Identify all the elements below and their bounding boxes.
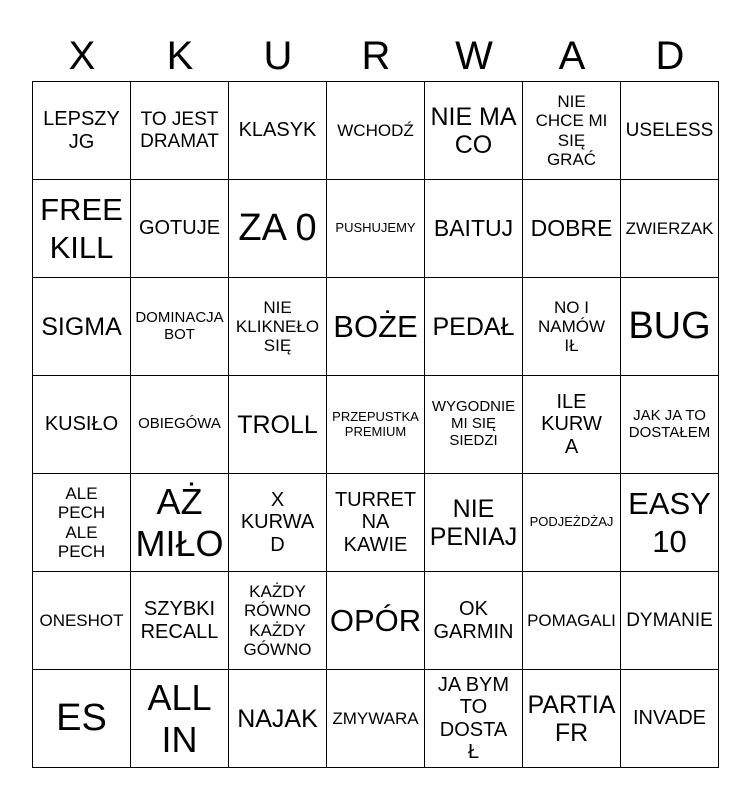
bingo-cell[interactable]	[131, 278, 229, 376]
bingo-cell[interactable]	[425, 180, 523, 278]
cell-text: OBIEGÓWA	[138, 415, 221, 433]
bingo-cell[interactable]	[33, 278, 131, 376]
cell-text: NAJAK	[237, 704, 318, 733]
cell-text: DOMINACJA BOT	[135, 308, 224, 343]
cell-text: ALL IN	[147, 677, 212, 760]
bingo-cell[interactable]	[327, 278, 425, 376]
cell-text: INVADE	[633, 707, 706, 730]
cell-text: BUG	[628, 305, 711, 348]
cell-text: PEDAŁ	[432, 312, 515, 341]
cell-text: ZMYWARA	[332, 708, 419, 728]
bingo-cell[interactable]	[131, 572, 229, 670]
bingo-cell[interactable]	[523, 670, 621, 768]
bingo-cell[interactable]	[131, 474, 229, 572]
cell-text: BOŻE	[333, 308, 418, 344]
cell-text: KLASYK	[238, 119, 317, 142]
cell-text: PARTIA FR	[527, 690, 616, 747]
cell-text: FREE KILL	[40, 192, 123, 265]
cell-text: X KURWA D	[240, 488, 315, 556]
bingo-cell[interactable]	[229, 180, 327, 278]
cell-text: NIE PENIAJ	[429, 494, 518, 551]
cell-text: LEPSZY JG	[43, 108, 120, 153]
bingo-cell[interactable]	[621, 670, 719, 768]
cell-text: TROLL	[237, 410, 318, 439]
bingo-cell[interactable]	[425, 474, 523, 572]
bingo-cell[interactable]	[33, 376, 131, 474]
bingo-cell[interactable]	[33, 82, 131, 180]
bingo-cell[interactable]	[425, 572, 523, 670]
bingo-cell[interactable]	[33, 474, 131, 572]
cell-text: DYMANIE	[626, 609, 713, 631]
bingo-cell[interactable]	[131, 670, 229, 768]
cell-text: KAŻDY RÓWNO KAŻDY GÓWNO	[243, 582, 312, 659]
bingo-cell[interactable]	[523, 180, 621, 278]
bingo-cell[interactable]	[523, 278, 621, 376]
cell-text: TURRET NA KAWIE	[334, 488, 417, 556]
bingo-cell[interactable]	[131, 82, 229, 180]
header-letter-1: X	[68, 34, 96, 78]
bingo-cell[interactable]	[229, 670, 327, 768]
bingo-cell[interactable]	[425, 278, 523, 376]
bingo-cell[interactable]	[523, 474, 621, 572]
cell-text: NIE CHCE MI SIĘ GRAĆ	[535, 92, 608, 169]
header-letter-5: W	[455, 34, 493, 78]
bingo-board	[32, 81, 719, 768]
bingo-cell[interactable]	[327, 82, 425, 180]
bingo-cell[interactable]	[621, 474, 719, 572]
bingo-cell[interactable]	[33, 572, 131, 670]
cell-text: ALE PECH ALE PECH	[57, 484, 106, 561]
bingo-cell[interactable]	[327, 670, 425, 768]
cell-text: OK GARMIN	[433, 598, 514, 643]
cell-text: OPÓR	[329, 602, 422, 638]
cell-text: JA BYM TO DOSTAŁ	[437, 673, 510, 763]
cell-text: KUSIŁO	[44, 413, 119, 436]
cell-text: GOTUJE	[138, 217, 221, 240]
bingo-cell[interactable]	[523, 572, 621, 670]
cell-text: PRZEPUSTKA PREMIUM	[332, 408, 419, 439]
cell-text: ONESHOT	[39, 610, 124, 630]
header-letter-6: A	[558, 34, 586, 78]
cell-text: EASY 10	[628, 486, 711, 559]
cell-text: SZYBKI RECALL	[140, 598, 219, 643]
bingo-header	[33, 30, 719, 82]
cell-text: NIE MA CO	[430, 102, 517, 159]
cell-text: NIE KLIKNEŁO SIĘ	[235, 297, 320, 356]
bingo-cell[interactable]	[327, 572, 425, 670]
bingo-cell[interactable]	[425, 82, 523, 180]
cell-text: WYGODNIE MI SIĘ SIEDZI	[431, 398, 516, 449]
cell-text: JAK JA TO DOSTAŁEM	[628, 406, 711, 441]
cell-text: NO I NAMÓWIŁ	[537, 297, 606, 356]
bingo-cell[interactable]	[327, 180, 425, 278]
cell-text: ILE KURWA	[541, 390, 602, 458]
bingo-cell[interactable]	[523, 376, 621, 474]
bingo-cell[interactable]	[621, 82, 719, 180]
bingo-cell[interactable]	[327, 376, 425, 474]
bingo-cell[interactable]	[621, 376, 719, 474]
bingo-cell[interactable]	[621, 278, 719, 376]
bingo-cell[interactable]	[131, 180, 229, 278]
bingo-cell[interactable]	[621, 180, 719, 278]
header-letter-3: U	[263, 34, 293, 78]
cell-text: USELESS	[625, 119, 714, 141]
cell-text: ES	[56, 697, 107, 740]
cell-text: POMAGALI	[527, 610, 616, 630]
cell-text: BAITUJ	[433, 214, 514, 241]
header-letter-2: K	[166, 34, 194, 78]
header-letter-4: R	[361, 34, 391, 78]
bingo-cell[interactable]	[327, 474, 425, 572]
bingo-cell[interactable]	[621, 572, 719, 670]
cell-text: ZWIERZAK	[625, 218, 714, 238]
bingo-cell[interactable]	[229, 376, 327, 474]
bingo-cell[interactable]	[425, 376, 523, 474]
cell-text: AŻ MIŁO	[135, 481, 224, 564]
cell-text: DOBRE	[530, 214, 613, 241]
cell-text: ZA 0	[238, 207, 317, 250]
cell-text: PODJEŻDŻAJ	[529, 514, 614, 530]
bingo-cell[interactable]	[229, 82, 327, 180]
header-letter-7: D	[655, 34, 685, 78]
cell-text: SIGMA	[41, 312, 122, 341]
cell-text: WCHODŹ	[337, 120, 414, 140]
bingo-cell[interactable]	[425, 670, 523, 768]
bingo-cell[interactable]	[229, 278, 327, 376]
cell-text: TO JEST DRAMAT	[140, 109, 219, 152]
cell-text: PUSHUJEMY	[335, 220, 416, 236]
bingo-cell[interactable]	[523, 82, 621, 180]
bingo-cell[interactable]	[131, 376, 229, 474]
bingo-cell[interactable]	[33, 180, 131, 278]
bingo-cell[interactable]	[33, 670, 131, 768]
bingo-cell[interactable]	[229, 474, 327, 572]
bingo-cell[interactable]	[229, 572, 327, 670]
